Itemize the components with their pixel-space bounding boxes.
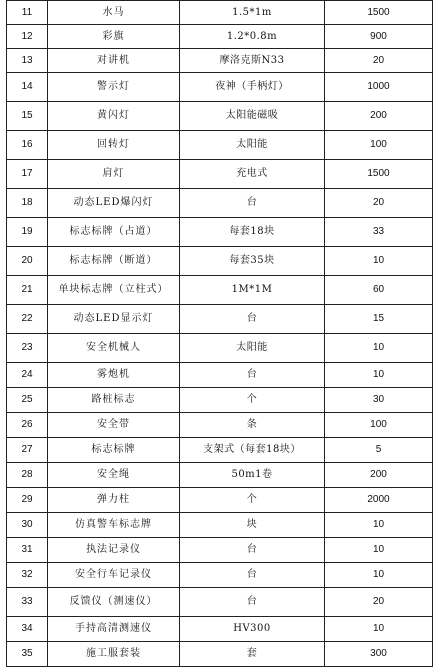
item-quantity: 15 — [325, 305, 433, 334]
row-number: 21 — [7, 276, 48, 305]
item-quantity: 10 — [325, 363, 433, 388]
item-name: 单块标志牌（立柱式） — [48, 276, 180, 305]
item-name: 彩旗 — [48, 25, 180, 49]
item-name: 安全机械人 — [48, 334, 180, 363]
item-quantity: 20 — [325, 588, 433, 617]
table-row — [7, 305, 433, 334]
item-quantity: 60 — [325, 276, 433, 305]
item-quantity: 100 — [325, 131, 433, 160]
item-name: 回转灯 — [48, 131, 180, 160]
item-quantity: 10 — [325, 513, 433, 538]
item-name: 反馈仪（测速仪） — [48, 588, 180, 617]
item-name: 手持高清测速仪 — [48, 617, 180, 642]
table-row — [7, 1, 433, 25]
item-name: 对讲机 — [48, 49, 180, 73]
row-number: 32 — [7, 563, 48, 588]
table-row — [7, 438, 433, 463]
row-number: 25 — [7, 388, 48, 413]
item-name: 动态LED爆闪灯 — [48, 189, 180, 218]
item-name: 动态LED显示灯 — [48, 305, 180, 334]
table-row — [7, 563, 433, 588]
table-row — [7, 488, 433, 513]
item-name: 肩灯 — [48, 160, 180, 189]
table-row — [7, 160, 433, 189]
item-spec: 台 — [180, 538, 325, 563]
item-quantity: 10 — [325, 538, 433, 563]
row-number: 14 — [7, 73, 48, 102]
item-name: 黄闪灯 — [48, 102, 180, 131]
item-spec: 套 — [180, 642, 325, 667]
row-number: 16 — [7, 131, 48, 160]
row-number: 11 — [7, 1, 48, 25]
table-row — [7, 334, 433, 363]
item-quantity: 1500 — [325, 160, 433, 189]
table-row — [7, 276, 433, 305]
item-quantity: 100 — [325, 413, 433, 438]
item-name: 警示灯 — [48, 73, 180, 102]
row-number: 29 — [7, 488, 48, 513]
item-name: 水马 — [48, 1, 180, 25]
row-number: 35 — [7, 642, 48, 667]
item-spec: 太阳能 — [180, 334, 325, 363]
row-number: 27 — [7, 438, 48, 463]
row-number: 22 — [7, 305, 48, 334]
item-spec: 1M*1M — [180, 276, 325, 305]
item-spec: 台 — [180, 588, 325, 617]
table-row — [7, 463, 433, 488]
row-number: 23 — [7, 334, 48, 363]
item-spec: 台 — [180, 305, 325, 334]
table-row — [7, 513, 433, 538]
row-number: 26 — [7, 413, 48, 438]
item-name: 安全带 — [48, 413, 180, 438]
item-quantity: 10 — [325, 247, 433, 276]
table-row — [7, 218, 433, 247]
item-spec: 条 — [180, 413, 325, 438]
item-spec: 太阳能磁吸 — [180, 102, 325, 131]
equipment-table-body — [7, 1, 433, 667]
item-quantity: 300 — [325, 642, 433, 667]
equipment-table — [6, 0, 433, 667]
item-quantity: 5 — [325, 438, 433, 463]
item-spec: HV300 — [180, 617, 325, 642]
item-quantity: 1000 — [325, 73, 433, 102]
item-name: 雾炮机 — [48, 363, 180, 388]
row-number: 20 — [7, 247, 48, 276]
table-row — [7, 413, 433, 438]
table-row — [7, 538, 433, 563]
row-number: 34 — [7, 617, 48, 642]
item-spec: 台 — [180, 363, 325, 388]
table-row — [7, 363, 433, 388]
row-number: 30 — [7, 513, 48, 538]
item-name: 施工服套装 — [48, 642, 180, 667]
table-row — [7, 588, 433, 617]
item-quantity: 20 — [325, 49, 433, 73]
item-spec: 充电式 — [180, 160, 325, 189]
item-name: 安全绳 — [48, 463, 180, 488]
item-spec: 1.5*1m — [180, 1, 325, 25]
row-number: 13 — [7, 49, 48, 73]
table-row — [7, 102, 433, 131]
table-row — [7, 49, 433, 73]
item-name: 安全行车记录仪 — [48, 563, 180, 588]
item-quantity: 30 — [325, 388, 433, 413]
equipment-sheet — [6, 0, 432, 667]
item-spec: 50m1卷 — [180, 463, 325, 488]
table-row — [7, 642, 433, 667]
item-spec: 每套18块 — [180, 218, 325, 247]
item-quantity: 33 — [325, 218, 433, 247]
item-quantity: 200 — [325, 102, 433, 131]
item-quantity: 200 — [325, 463, 433, 488]
item-quantity: 1500 — [325, 1, 433, 25]
row-number: 33 — [7, 588, 48, 617]
item-spec: 个 — [180, 388, 325, 413]
item-name: 路桩标志 — [48, 388, 180, 413]
item-spec: 台 — [180, 189, 325, 218]
item-name: 标志标牌（占道） — [48, 218, 180, 247]
item-spec: 个 — [180, 488, 325, 513]
item-quantity: 10 — [325, 334, 433, 363]
row-number: 17 — [7, 160, 48, 189]
table-row — [7, 388, 433, 413]
item-spec: 台 — [180, 563, 325, 588]
item-name: 仿真警车标志牌 — [48, 513, 180, 538]
row-number: 24 — [7, 363, 48, 388]
row-number: 12 — [7, 25, 48, 49]
item-quantity: 20 — [325, 189, 433, 218]
item-quantity: 2000 — [325, 488, 433, 513]
row-number: 18 — [7, 189, 48, 218]
item-name: 标志标牌 — [48, 438, 180, 463]
table-row — [7, 189, 433, 218]
row-number: 28 — [7, 463, 48, 488]
item-spec: 夜神（手柄灯） — [180, 73, 325, 102]
item-quantity: 900 — [325, 25, 433, 49]
item-spec: 支架式（每套18块） — [180, 438, 325, 463]
table-row — [7, 25, 433, 49]
item-spec: 太阳能 — [180, 131, 325, 160]
item-spec: 摩洛克斯N33 — [180, 49, 325, 73]
table-row — [7, 73, 433, 102]
item-name: 标志标牌（断道） — [48, 247, 180, 276]
item-spec: 1.2*0.8m — [180, 25, 325, 49]
item-spec: 块 — [180, 513, 325, 538]
item-spec: 每套35块 — [180, 247, 325, 276]
row-number: 15 — [7, 102, 48, 131]
table-row — [7, 131, 433, 160]
table-row — [7, 617, 433, 642]
row-number: 19 — [7, 218, 48, 247]
item-name: 弹力柱 — [48, 488, 180, 513]
item-quantity: 10 — [325, 617, 433, 642]
row-number: 31 — [7, 538, 48, 563]
item-name: 执法记录仪 — [48, 538, 180, 563]
table-row — [7, 247, 433, 276]
item-quantity: 10 — [325, 563, 433, 588]
